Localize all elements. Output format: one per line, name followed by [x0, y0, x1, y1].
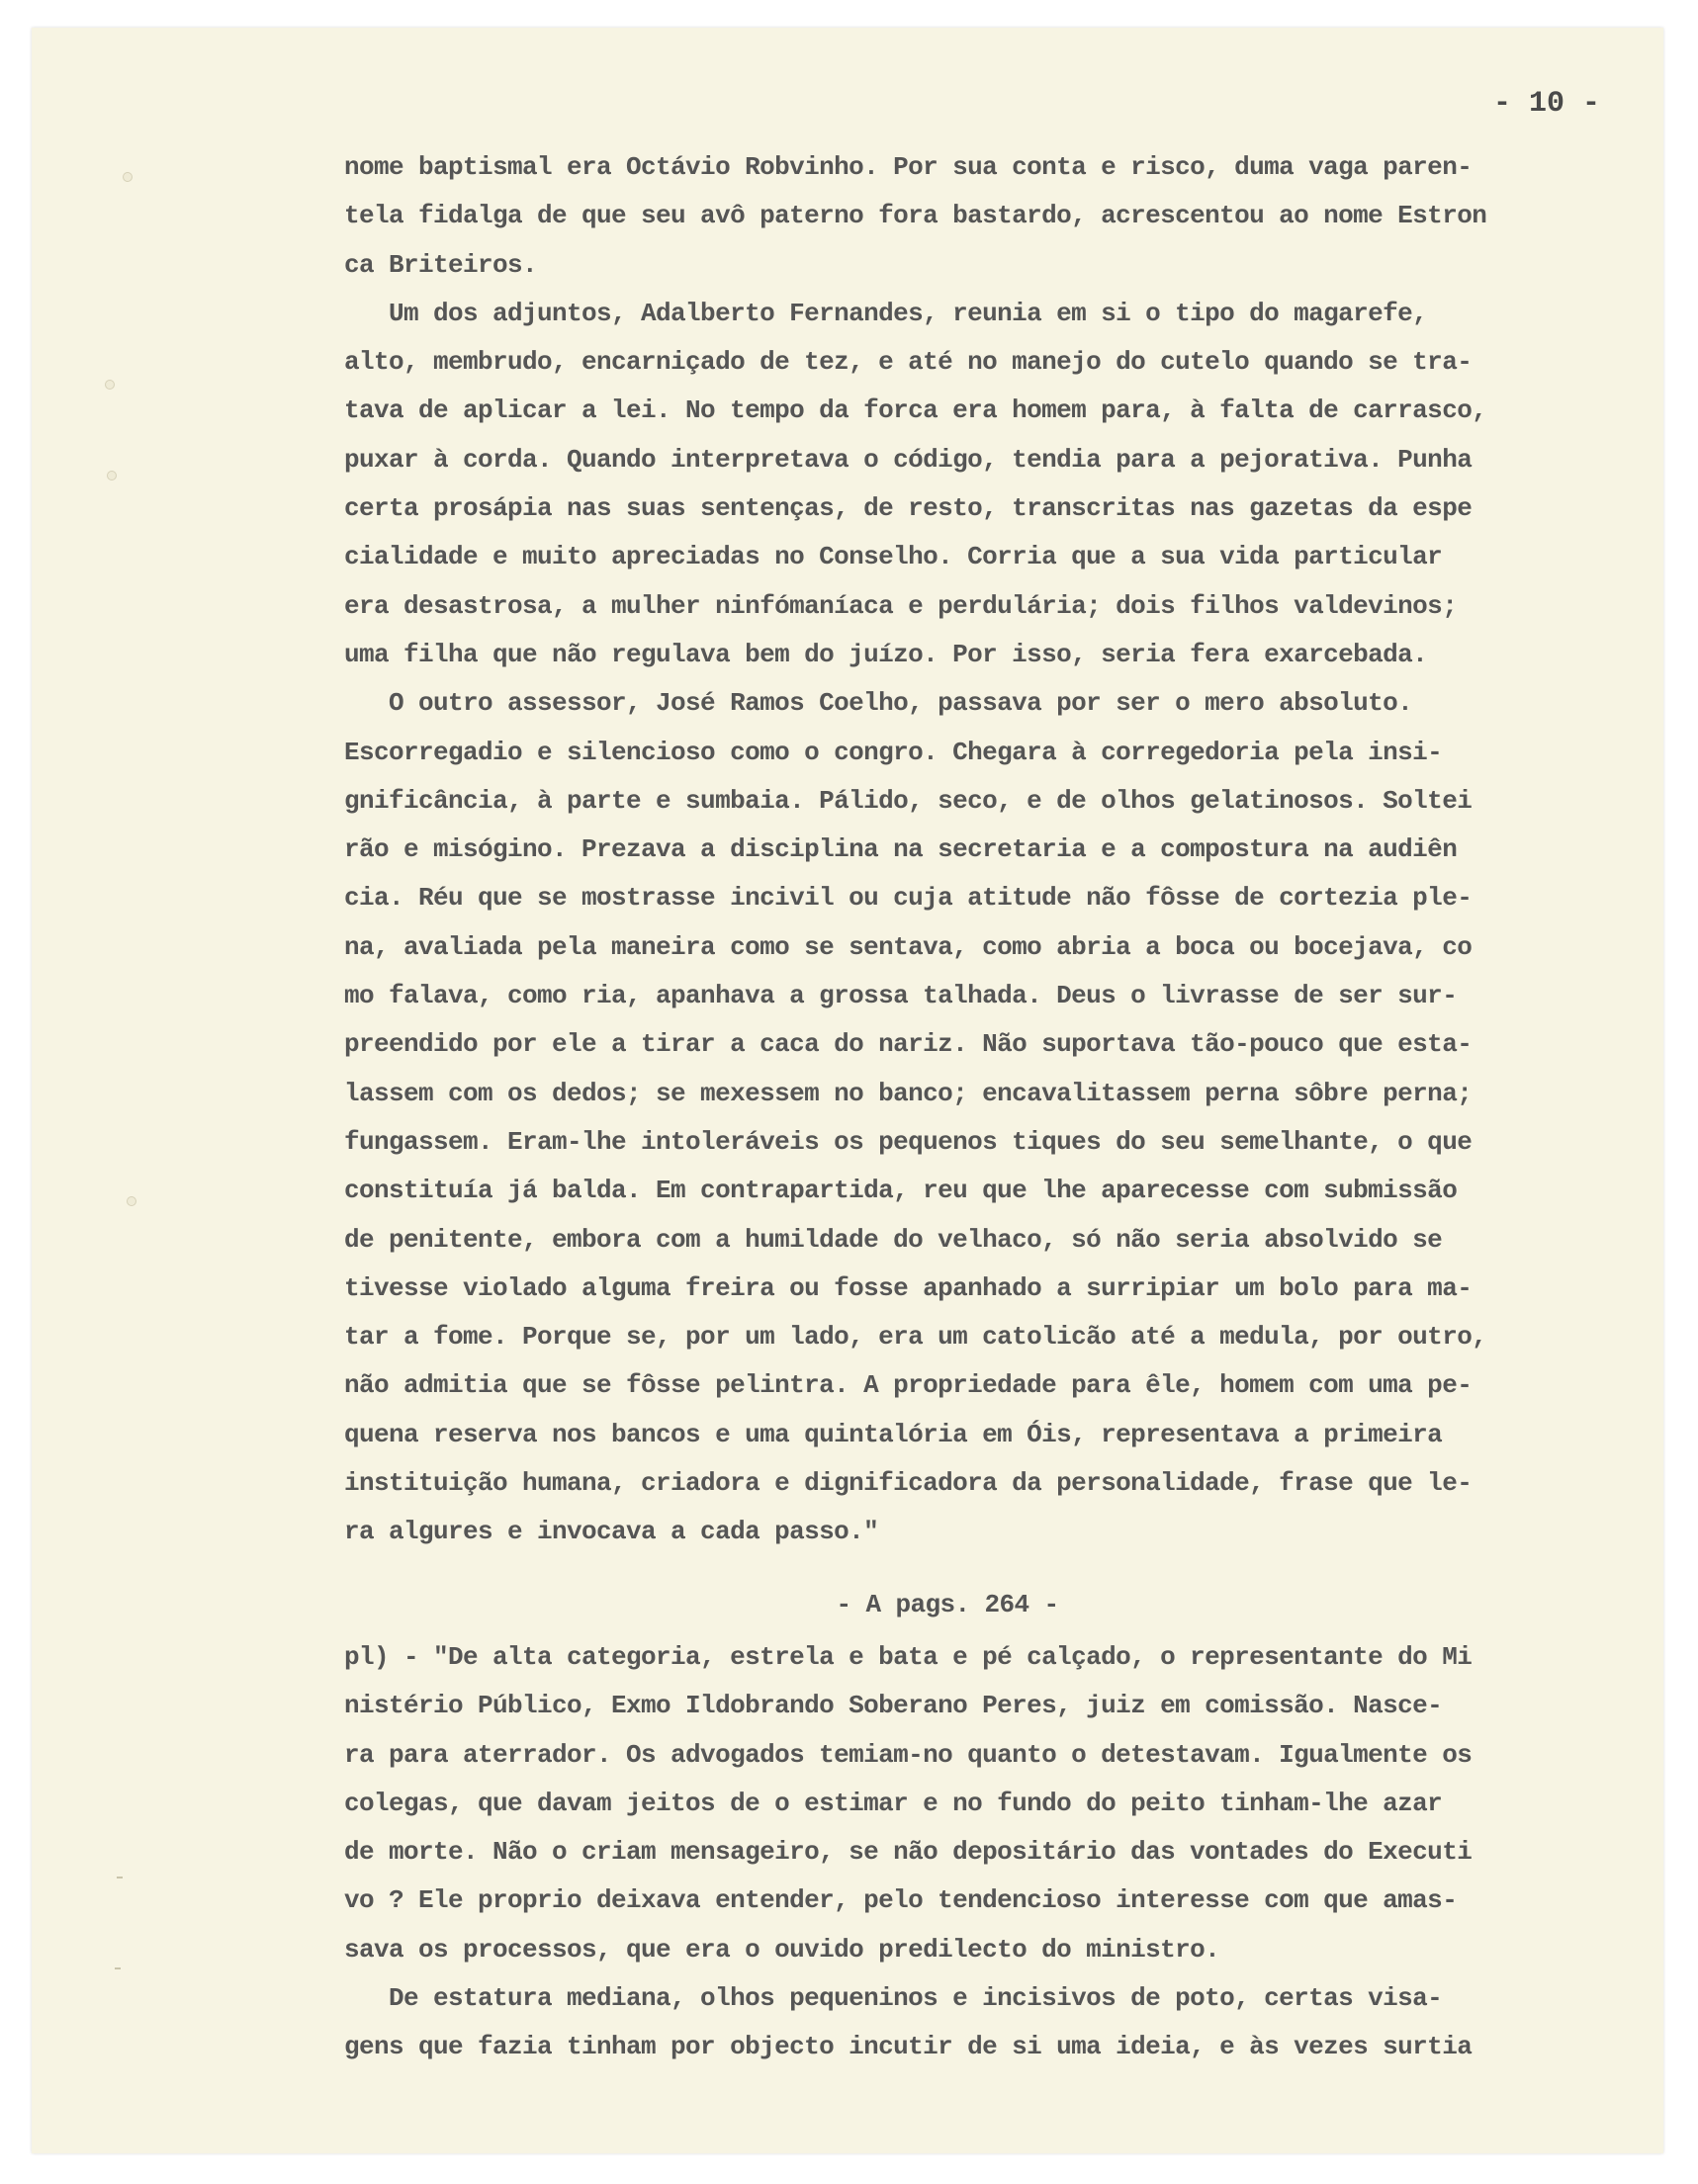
- text-line: tava de aplicar a lei. No tempo da forca era homem para, à falta de carrasco,: [344, 395, 1487, 426]
- text-line: fungassem. Eram-lhe intoleráveis os pequenos tiques do seu semelhante, o que: [344, 1126, 1473, 1157]
- text-line: tela fidalga de que seu avô paterno fora bastardo, acrescentou ao nome Estron: [344, 201, 1487, 231]
- text-line: nistério Público, Exmo Ildobrando Soberano Peres, juiz em comissão. Nasce-: [344, 1691, 1443, 1721]
- page-number: - 10 -: [1493, 87, 1601, 121]
- text-line: era desastrosa, a mulher ninfómaníaca e perdulária; dois filhos valdevinos;: [344, 590, 1458, 621]
- punch-hole: [123, 172, 133, 182]
- text-line: ra algures e invocava a cada passo.": [344, 1517, 879, 1547]
- text-line: cia. Réu que se mostrasse incivil ou cuja atitude não fôsse de cortezia ple-: [344, 883, 1473, 914]
- text-line: uma filha que não regulava bem do juízo. Por isso, seria fera exarcebada.: [344, 639, 1428, 669]
- text-line: sava os processos, que era o ouvido predilecto do ministro.: [344, 1934, 1220, 1965]
- margin-mark: [117, 1877, 123, 1878]
- text-line: nome baptismal era Octávio Robvinho. Por sua conta e risco, duma vaga paren-: [344, 152, 1473, 182]
- text-line: Um dos adjuntos, Adalberto Fernandes, reunia em si o tipo do magarefe,: [344, 298, 1428, 328]
- text-line: de penitente, embora com a humildade do velhaco, só não seria absolvido se: [344, 1224, 1443, 1255]
- text-line: colegas, que davam jeitos de o estimar e no fundo do peito tinham-lhe azar: [344, 1788, 1443, 1818]
- text-line: gens que fazia tinham por objecto incutir de si uma ideia, e às vezes surtia: [344, 2032, 1473, 2062]
- text-line: cialidade e muito apreciadas no Conselho. Corria que a sua vida particular: [344, 542, 1443, 572]
- text-line: rão e misógino. Prezava a disciplina na secretaria e a compostura na audiên: [344, 834, 1458, 865]
- text-line: preendido por ele a tirar a caca do nariz. Não suportava tão-pouco que esta-: [344, 1029, 1473, 1060]
- text-line: na, avaliada pela maneira como se sentava, como abria a boca ou bocejava, co: [344, 931, 1473, 962]
- text-line: lassem com os dedos; se mexessem no banco; encavalitassem perna sôbre perna;: [344, 1078, 1473, 1108]
- text-line: constituía já balda. Em contrapartida, reu que lhe aparecesse com submissão: [344, 1176, 1458, 1206]
- text-line: de morte. Não o criam mensageiro, se não depositário das vontades do Executi: [344, 1837, 1473, 1868]
- text-line: O outro assessor, José Ramos Coelho, passava por ser o mero absoluto.: [344, 688, 1413, 719]
- text-line: gnificância, à parte e sumbaia. Pálido, seco, e de olhos gelatinosos. Soltei: [344, 785, 1473, 816]
- text-line: ra para aterrador. Os advogados temiam-no quanto o detestavam. Igualmente os: [344, 1739, 1473, 1770]
- text-line: puxar à corda. Quando interpretava o código, tendia para a pejorativa. Punha: [344, 444, 1473, 475]
- text-line: vo ? Ele proprio deixava entender, pelo tendencioso interesse com que amas-: [344, 1885, 1458, 1916]
- text-line: instituição humana, criadora e dignificadora da personalidade, frase que le-: [344, 1468, 1473, 1499]
- text-line: Escorregadio e silencioso como o congro. Chegara à corregedoria pela insi-: [344, 737, 1443, 767]
- margin-mark: [115, 1967, 121, 1969]
- text-line: pl) - "De alta categoria, estrela e bata e pé calçado, o representante do Mi: [344, 1641, 1473, 1672]
- section-heading: - A pags. 264 -: [836, 1589, 1059, 1619]
- text-line: não admitia que se fôsse pelintra. A propriedade para êle, homem com uma pe-: [344, 1370, 1473, 1401]
- punch-hole: [105, 380, 115, 390]
- text-line: mo falava, como ria, apanhava a grossa talhada. Deus o livrasse de ser sur-: [344, 981, 1458, 1011]
- text-line: tivesse violado alguma freira ou fosse apanhado a surripiar um bolo para ma-: [344, 1272, 1473, 1303]
- punch-hole: [107, 471, 117, 480]
- text-line: tar a fome. Porque se, por um lado, era um catolicão até a medula, por outro,: [344, 1322, 1487, 1353]
- typed-text-body: [344, 143, 1610, 2072]
- punch-hole: [127, 1196, 136, 1206]
- text-line: alto, membrudo, encarniçado de tez, e até no manejo do cutelo quando se tra-: [344, 347, 1473, 378]
- text-line: certa prosápia nas suas sentenças, de resto, transcritas nas gazetas da espe: [344, 493, 1473, 524]
- text-line: De estatura mediana, olhos pequeninos e incisivos de poto, certas visa-: [344, 1982, 1443, 2013]
- text-line: ca Briteiros.: [344, 249, 538, 280]
- text-line: quena reserva nos bancos e uma quintalória em Óis, representava a primeira: [344, 1419, 1443, 1449]
